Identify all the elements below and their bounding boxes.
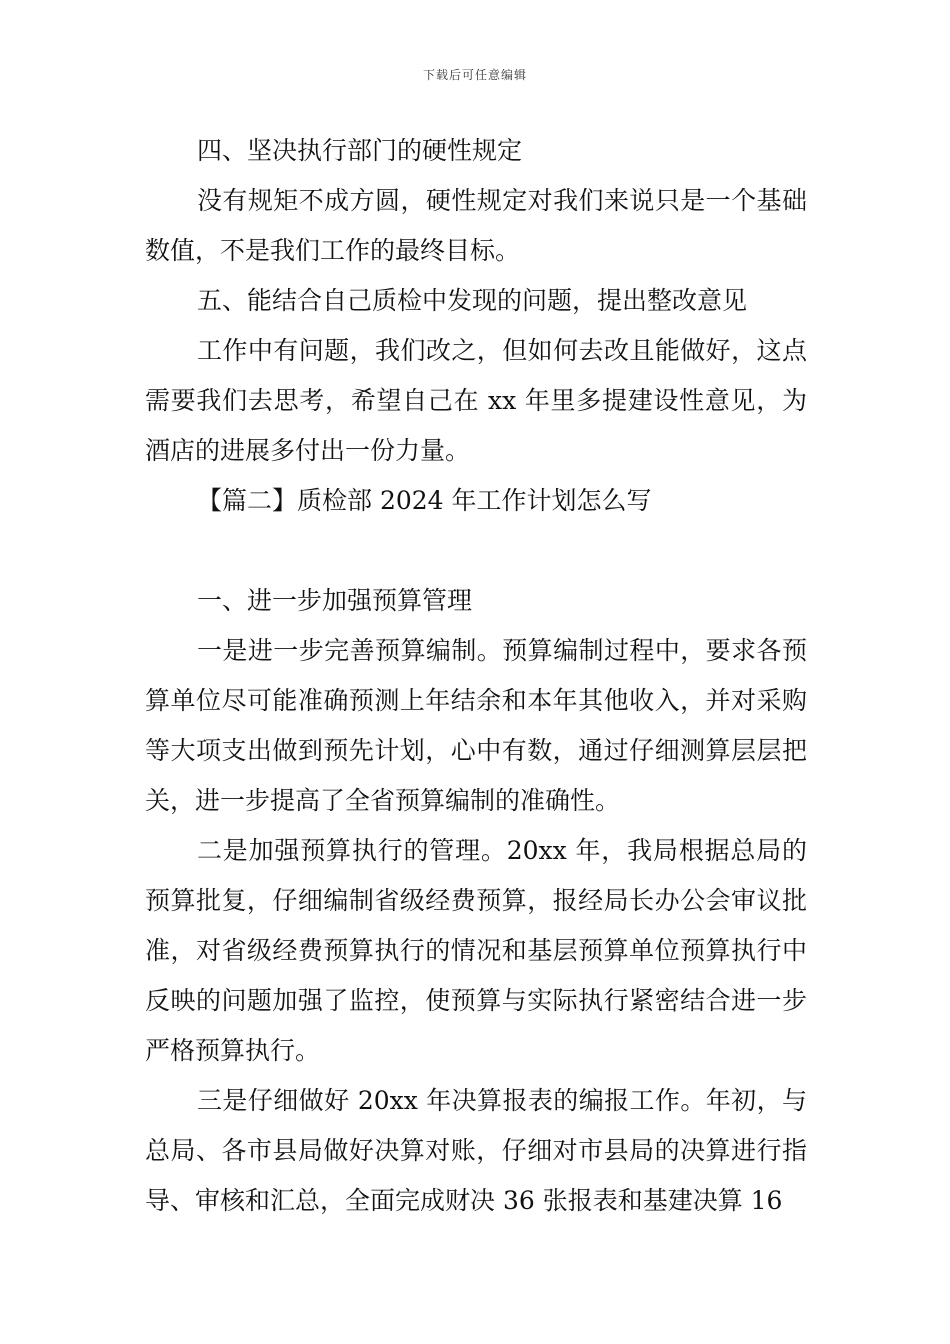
section-heading-4: 四、坚决执行部门的硬性规定: [197, 136, 523, 165]
body-paragraph: 三是仔细做好 20xx 年决算报表的编报工作。年初，与总局、各市县局做好决算对账，仔细对市县局的决算进行指导、审核和汇总，全面完成财决 36 张报表和基建决算 16: [145, 1086, 807, 1215]
body-paragraph: 一是进一步完善预算编制。预算编制过程中，要求各预算单位尽可能准确预测上年结余和本年其他收入，并对采购等大项支出做到预先计划，心中有数，通过仔细测算层层把关，进一步提高了全省预算编制的准确性。: [145, 636, 807, 815]
body-paragraph: 二是加强预算执行的管理。20xx 年，我局根据总局的预算批复，仔细编制省级经费预算，报经局长办公会审议批准，对省级经费预算执行的情况和基层预算单位预算执行中反映的问题加强了监控，使预算与实际执行紧密结合进一步严格预算执行。: [145, 836, 807, 1065]
document-body: [145, 126, 807, 1226]
chapter-title: 【篇二】质检部 2024 年工作计划怎么写: [197, 486, 652, 515]
page-header: 下载后可任意编辑: [422, 68, 527, 82]
section-heading-1: 一、进一步加强预算管理: [197, 586, 473, 615]
section-heading-5: 五、能结合自己质检中发现的问题，提出整改意见: [197, 286, 748, 315]
body-paragraph: 工作中有问题，我们改之，但如何去改且能做好，这点需要我们去思考，希望自己在 xx 年里多提建设性意见，为酒店的进展多付出一份力量。: [145, 336, 807, 465]
blank-line: [145, 526, 807, 576]
body-paragraph: 没有规矩不成方圆，硬性规定对我们来说只是一个基础数值，不是我们工作的最终目标。: [145, 186, 807, 265]
